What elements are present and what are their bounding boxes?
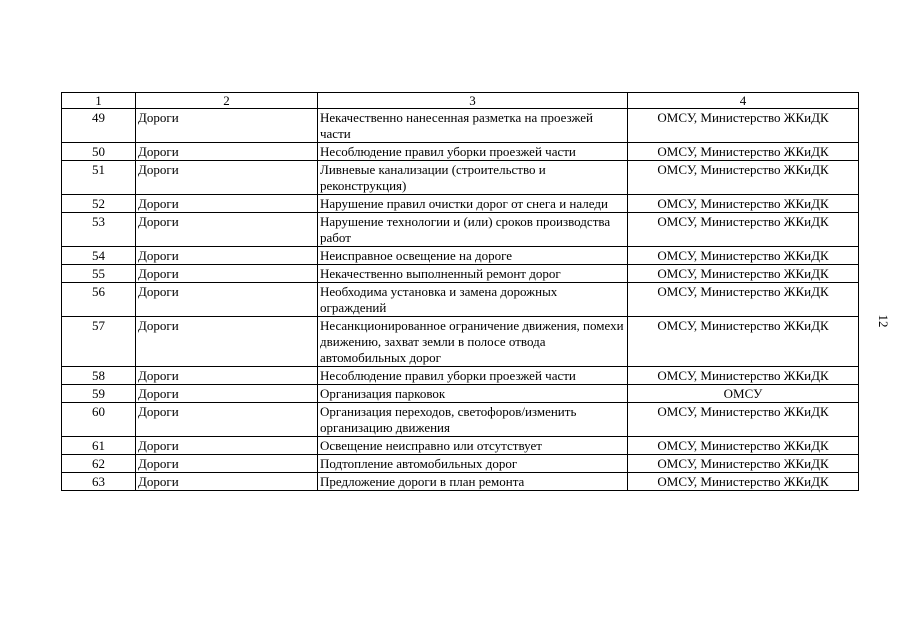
category-cell: Дороги	[136, 317, 318, 367]
row-number-cell: 54	[62, 247, 136, 265]
issue-cell: Необходима установка и замена дорожных ограждений	[318, 283, 628, 317]
row-number-cell: 56	[62, 283, 136, 317]
header-cell-3: 3	[318, 93, 628, 109]
responsible-cell: ОМСУ, Министерство ЖКиДК	[628, 437, 859, 455]
issue-cell: Некачественно нанесенная разметка на проезжей части	[318, 109, 628, 143]
table-row	[62, 385, 859, 403]
table-row	[62, 247, 859, 265]
category-cell: Дороги	[136, 109, 318, 143]
table-row	[62, 213, 859, 247]
row-number-cell: 51	[62, 161, 136, 195]
issue-cell: Ливневые канализации (строительство и реконструкция)	[318, 161, 628, 195]
table-row	[62, 455, 859, 473]
category-cell: Дороги	[136, 367, 318, 385]
category-cell: Дороги	[136, 437, 318, 455]
responsible-cell: ОМСУ, Министерство ЖКиДК	[628, 143, 859, 161]
row-number-cell: 63	[62, 473, 136, 491]
responsible-cell: ОМСУ, Министерство ЖКиДК	[628, 317, 859, 367]
table-row	[62, 195, 859, 213]
table-row	[62, 403, 859, 437]
row-number-cell: 52	[62, 195, 136, 213]
table-row	[62, 265, 859, 283]
responsible-cell: ОМСУ, Министерство ЖКиДК	[628, 403, 859, 437]
table-row	[62, 109, 859, 143]
row-number-cell: 60	[62, 403, 136, 437]
responsible-cell: ОМСУ, Министерство ЖКиДК	[628, 455, 859, 473]
row-number-cell: 59	[62, 385, 136, 403]
responsible-cell: ОМСУ, Министерство ЖКиДК	[628, 473, 859, 491]
category-cell: Дороги	[136, 385, 318, 403]
responsible-cell: ОМСУ, Министерство ЖКиДК	[628, 283, 859, 317]
responsible-cell: ОМСУ, Министерство ЖКиДК	[628, 247, 859, 265]
issue-cell: Нарушение правил очистки дорог от снега и наледи	[318, 195, 628, 213]
table-row	[62, 283, 859, 317]
row-number-cell: 57	[62, 317, 136, 367]
issue-cell: Неисправное освещение на дороге	[318, 247, 628, 265]
category-cell: Дороги	[136, 473, 318, 491]
header-cell-2: 2	[136, 93, 318, 109]
row-number-cell: 49	[62, 109, 136, 143]
issue-cell: Несоблюдение правил уборки проезжей части	[318, 143, 628, 161]
issue-cell: Организация переходов, светофоров/изменить организацию движения	[318, 403, 628, 437]
issue-cell: Освещение неисправно или отсутствует	[318, 437, 628, 455]
category-cell: Дороги	[136, 265, 318, 283]
responsible-cell: ОМСУ, Министерство ЖКиДК	[628, 367, 859, 385]
row-number-cell: 53	[62, 213, 136, 247]
issue-cell: Предложение дороги в план ремонта	[318, 473, 628, 491]
category-cell: Дороги	[136, 455, 318, 473]
table-row	[62, 143, 859, 161]
issues-table	[61, 92, 859, 491]
table-row	[62, 161, 859, 195]
category-cell: Дороги	[136, 195, 318, 213]
issue-cell: Несоблюдение правил уборки проезжей части	[318, 367, 628, 385]
table-row	[62, 317, 859, 367]
row-number-cell: 61	[62, 437, 136, 455]
issue-cell: Несанкционированное ограничение движения, помехи движению, захват земли в полосе отвода автомобильных дорог	[318, 317, 628, 367]
responsible-cell: ОМСУ, Министерство ЖКиДК	[628, 109, 859, 143]
table-header-row	[62, 93, 859, 109]
responsible-cell: ОМСУ, Министерство ЖКиДК	[628, 213, 859, 247]
table-row	[62, 437, 859, 455]
category-cell: Дороги	[136, 247, 318, 265]
category-cell: Дороги	[136, 161, 318, 195]
issue-cell: Нарушение технологии и (или) сроков производства работ	[318, 213, 628, 247]
issue-cell: Некачественно выполненный ремонт дорог	[318, 265, 628, 283]
row-number-cell: 50	[62, 143, 136, 161]
responsible-cell: ОМСУ, Министерство ЖКиДК	[628, 265, 859, 283]
category-cell: Дороги	[136, 213, 318, 247]
issue-cell: Подтопление автомобильных дорог	[318, 455, 628, 473]
responsible-cell: ОМСУ, Министерство ЖКиДК	[628, 161, 859, 195]
responsible-cell: ОМСУ, Министерство ЖКиДК	[628, 195, 859, 213]
table-row	[62, 473, 859, 491]
category-cell: Дороги	[136, 403, 318, 437]
row-number-cell: 62	[62, 455, 136, 473]
header-cell-1: 1	[62, 93, 136, 109]
responsible-cell: ОМСУ	[628, 385, 859, 403]
category-cell: Дороги	[136, 283, 318, 317]
row-number-cell: 58	[62, 367, 136, 385]
row-number-cell: 55	[62, 265, 136, 283]
table-body	[62, 93, 859, 491]
table-row	[62, 367, 859, 385]
header-cell-4: 4	[628, 93, 859, 109]
issue-cell: Организация парковок	[318, 385, 628, 403]
page-number: 12	[876, 314, 891, 328]
category-cell: Дороги	[136, 143, 318, 161]
